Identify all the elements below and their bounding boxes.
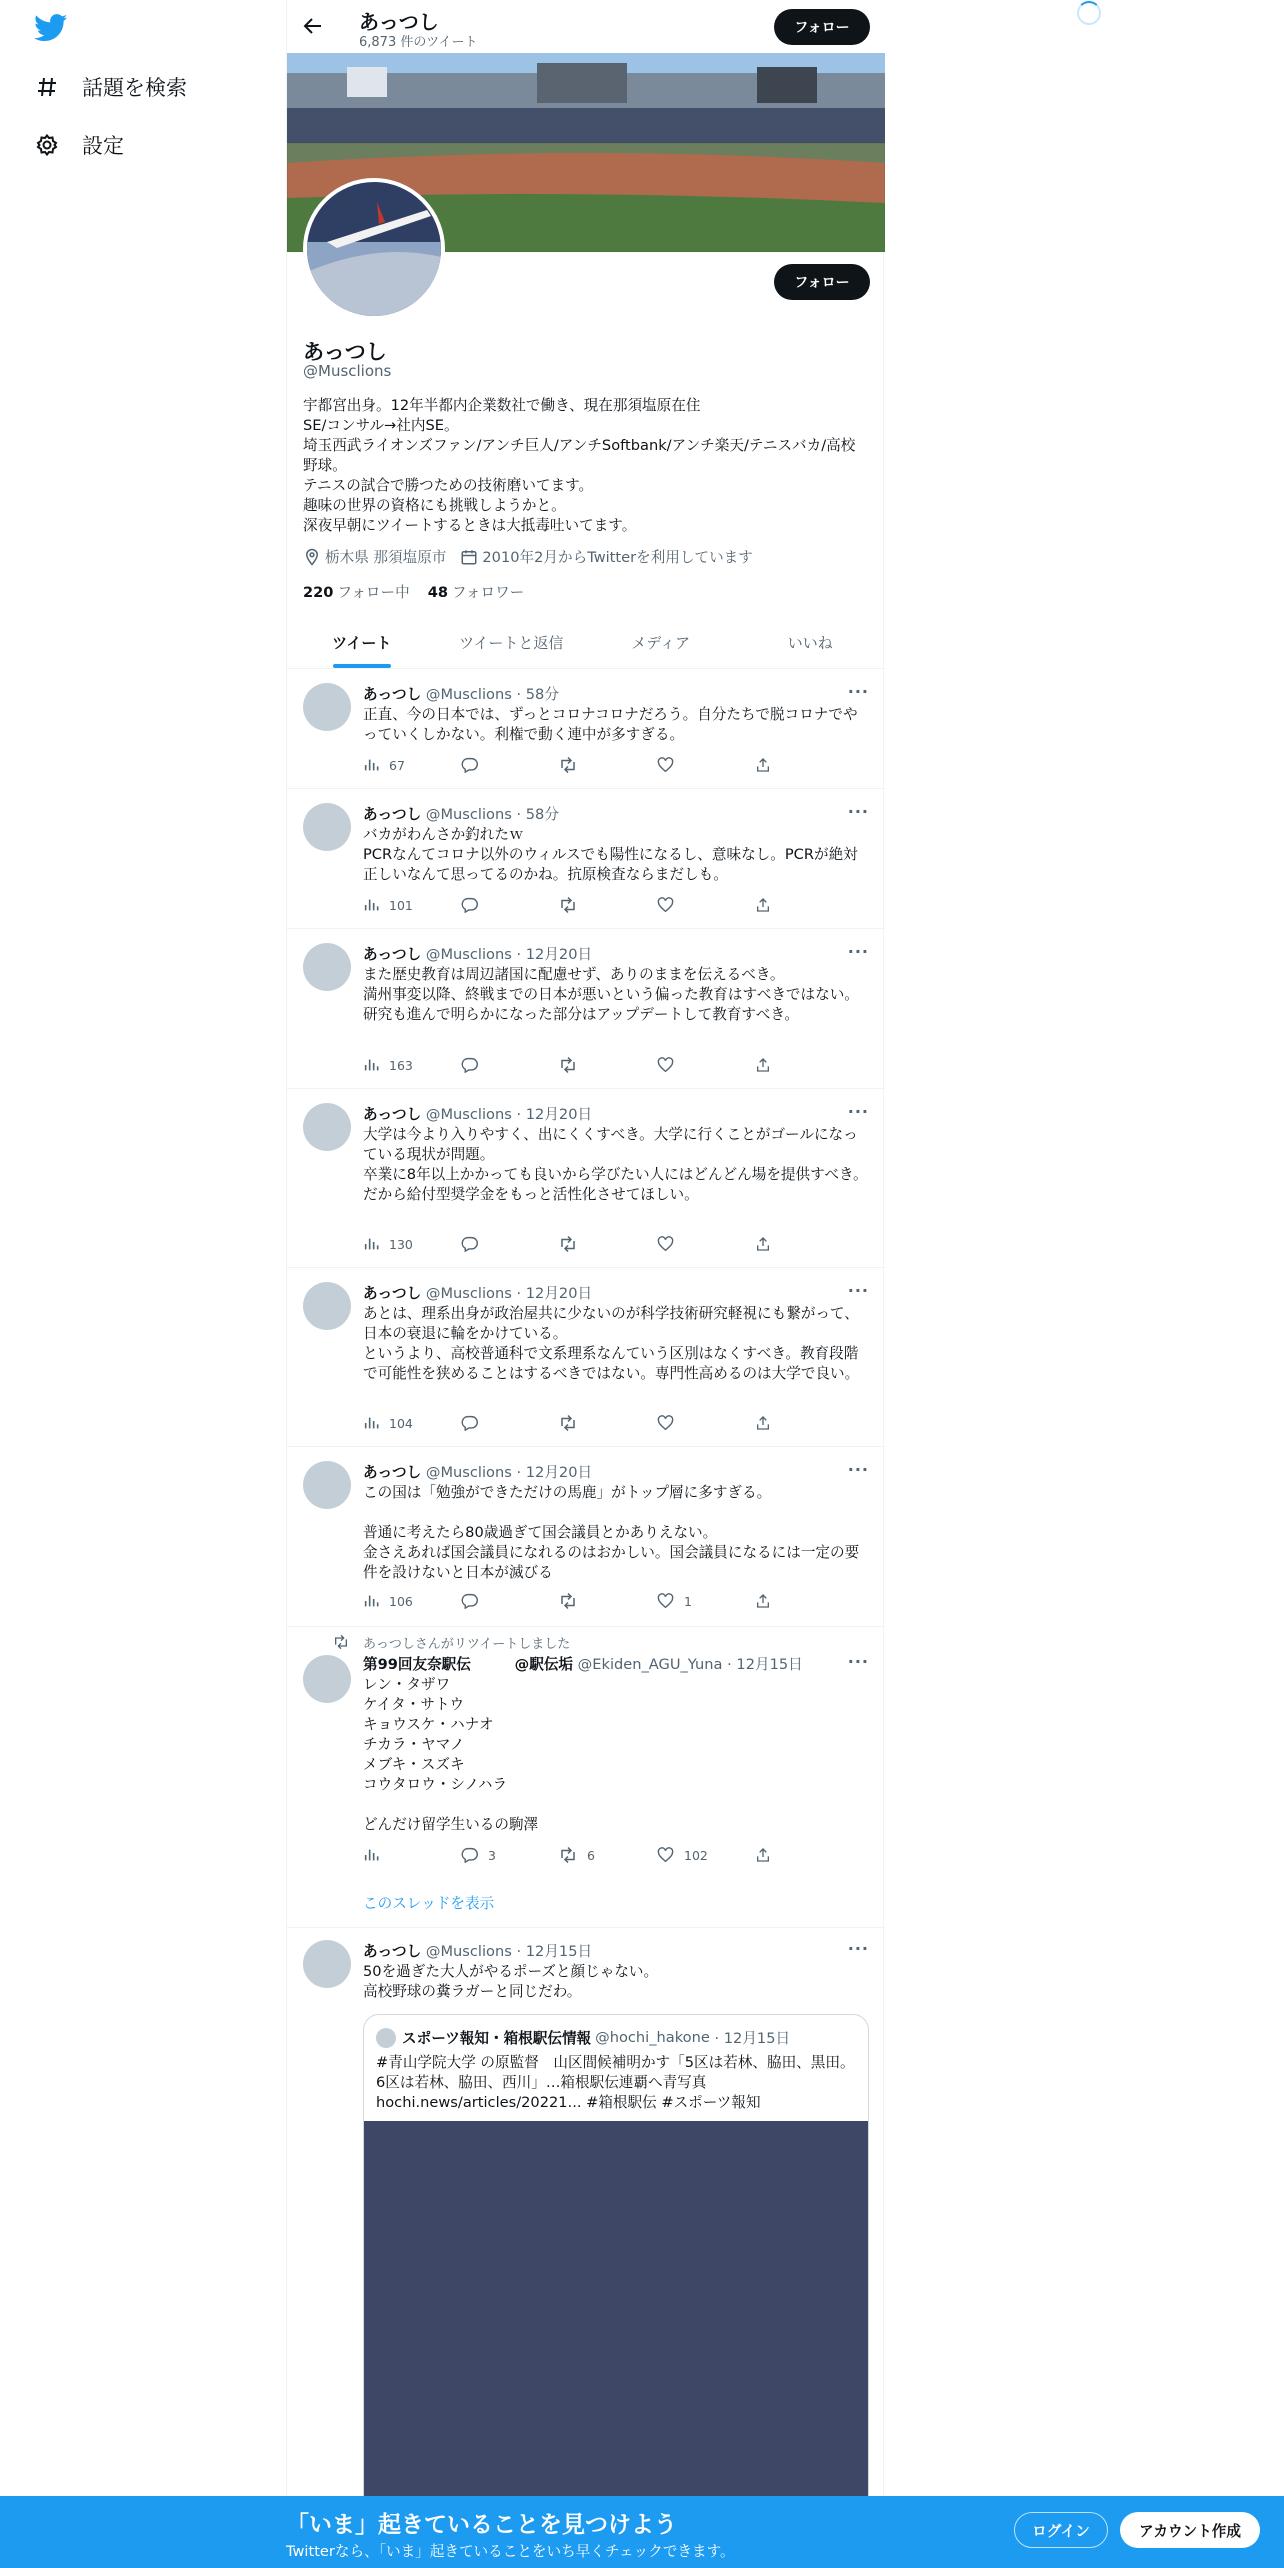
tweet[interactable] (287, 789, 885, 929)
signup-banner (0, 2496, 1284, 2568)
tweet-header: あっつし @Musclions · 12月20日 (363, 1285, 593, 1302)
tweet-header: 第99回友奈駅伝 @駅伝垢 @Ekiden_AGU_Yuna · 12月15日 (363, 1656, 803, 1673)
share-icon (755, 1415, 781, 1431)
views-count: 106 (389, 1593, 413, 1609)
reply-icon (461, 1236, 488, 1252)
profile-meta (303, 546, 767, 567)
replie-button[interactable] (461, 1593, 488, 1609)
views-icon (363, 1847, 389, 1863)
more-options-icon[interactable]: ··· (847, 682, 869, 701)
tweet-actions (363, 1057, 843, 1077)
profile-tabs (287, 616, 885, 669)
followers-link[interactable]: 48 フォロワー (427, 584, 525, 601)
replies-count: 3 (488, 1847, 496, 1863)
views-icon (363, 1236, 389, 1252)
like-button[interactable] (657, 1415, 684, 1431)
retweet-button[interactable] (559, 1236, 587, 1252)
reply-icon (461, 1415, 488, 1431)
tweet-avatar[interactable] (303, 1461, 351, 1509)
tweet-avatar[interactable] (303, 1103, 351, 1151)
profile-joined (460, 546, 752, 567)
back-arrow-icon[interactable] (301, 14, 325, 38)
replie-button[interactable] (461, 1236, 488, 1252)
like-icon (657, 1415, 684, 1431)
tweet-header: あっつし @Musclions · 58分 (363, 806, 559, 823)
header-name: あっつし (359, 10, 439, 34)
tweet-actions (363, 1236, 843, 1256)
loading-spinner-icon (1077, 1, 1101, 25)
tweet-avatar[interactable] (303, 1655, 351, 1703)
like-icon (657, 757, 684, 773)
share-button[interactable] (755, 1847, 781, 1863)
like-icon (657, 1593, 684, 1609)
signup-banner-title: 「いま」起きていることを見つけよう (286, 2512, 677, 2538)
views-count: 67 (389, 757, 405, 773)
twitter-bird-icon[interactable] (34, 14, 68, 42)
tweet-avatar[interactable] (303, 1940, 351, 1988)
tab-likes[interactable]: いいね (787, 633, 833, 652)
like-button[interactable] (657, 757, 684, 773)
more-options-icon[interactable]: ··· (847, 942, 869, 961)
top-bar (287, 0, 885, 53)
view-button[interactable] (363, 757, 405, 773)
more-options-icon[interactable]: ··· (847, 1460, 869, 1479)
tweet-avatar[interactable] (303, 803, 351, 851)
likes-count: 1 (684, 1593, 692, 1609)
tweet-header: あっつし @Musclions · 12月20日 (363, 1464, 593, 1481)
tweet-header: あっつし @Musclions · 12月15日 (363, 1943, 593, 1960)
reply-icon (461, 1847, 488, 1863)
retweet-button[interactable] (559, 897, 587, 913)
gear-icon (34, 132, 60, 158)
share-icon (755, 1236, 781, 1252)
tweet-avatar[interactable] (303, 1282, 351, 1330)
retweet-button[interactable] (559, 757, 587, 773)
profile-avatar[interactable] (303, 178, 445, 320)
views-icon (363, 1415, 389, 1431)
view-button[interactable] (363, 1415, 413, 1431)
views-count: 101 (389, 897, 413, 913)
tweet-header: あっつし @Musclions · 58分 (363, 686, 559, 703)
view-button[interactable] (363, 1847, 389, 1863)
reply-icon (461, 757, 488, 773)
quoted-tweet[interactable] (363, 2014, 869, 2568)
tab-tweets[interactable]: ツイート (287, 616, 437, 668)
replie-button[interactable] (461, 1847, 496, 1863)
profile-location (303, 546, 446, 567)
tweet-actions (363, 897, 843, 917)
retweet-label[interactable]: あっつしさんがリツイートしました (363, 1637, 571, 1652)
share-icon (755, 757, 781, 773)
quoted-avatar (376, 2028, 396, 2048)
tweet-actions (363, 1593, 843, 1613)
tweet[interactable] (287, 1268, 885, 1447)
profile-stats (303, 581, 542, 602)
share-button[interactable] (755, 1415, 781, 1431)
tweet-header: あっつし @Musclions · 12月20日 (363, 946, 593, 963)
like-icon (657, 1236, 684, 1252)
tweet-avatar[interactable] (303, 943, 351, 991)
retweet-icon (333, 1635, 349, 1649)
reply-icon (461, 1057, 488, 1073)
profile-joined-text: 2010年2月からTwitterを利用しています (482, 549, 753, 566)
views-icon (363, 757, 389, 773)
replie-button[interactable] (461, 897, 488, 913)
profile-column (286, 0, 884, 2568)
hashtag-icon (34, 74, 60, 100)
retweet-button[interactable] (559, 1847, 595, 1863)
replie-button[interactable] (461, 1057, 488, 1073)
more-options-icon[interactable]: ··· (847, 1939, 869, 1958)
share-button[interactable] (755, 1236, 781, 1252)
like-icon (657, 1057, 684, 1073)
share-icon (755, 1057, 781, 1073)
view-button[interactable] (363, 897, 413, 913)
retweets-count: 6 (587, 1847, 595, 1863)
tweet-text: 正直、今の日本では、ずっとコロナコロナだろう。自分たちで脱コロナでやっていくしかない。利権で動く連中が多すぎる。 (363, 706, 858, 743)
share-button[interactable] (755, 757, 781, 773)
show-thread-link[interactable]: このスレッドを表示 (363, 1895, 495, 1912)
share-icon (755, 1593, 781, 1609)
like-button[interactable] (657, 1057, 684, 1073)
views-count: 130 (389, 1236, 413, 1252)
views-icon (363, 897, 389, 913)
profile-follow-button[interactable]: フォロー (774, 264, 870, 300)
view-button[interactable] (363, 1593, 413, 1609)
like-button[interactable] (657, 897, 684, 913)
view-button[interactable] (363, 1236, 413, 1252)
tweet-header: あっつし @Musclions · 12月20日 (363, 1106, 593, 1123)
signup-banner-subtitle: Twitterなら、「いま」起きていることをいち早くチェックできます。 (286, 2543, 735, 2560)
tweet-text: 大学は今より入りやすく、出にくくすべき。大学に行くことがゴールになっている現状が問題。 卒業に8年以上かかっても良いから学びたい人にはどんどん場を提供すべき。 だから給付型奨学金をもっと活性化させてほしい。 (363, 1126, 868, 1203)
nav-settings[interactable] (34, 125, 124, 165)
retweet-icon (559, 1415, 587, 1431)
like-button[interactable] (657, 1847, 708, 1863)
share-button[interactable] (755, 897, 781, 913)
nav-explore-label: 話題を検索 (82, 76, 187, 100)
tweet[interactable] (287, 669, 885, 789)
quoted-tweet-text: #青山学院大学 の原監督 山区間候補明かす「5区は若林、脇田、黒田。6区は若林、脇田、西川」…箱根駅伝連覇へ青写真 hochi.news/articles/20221... #箱根駅伝 #スポーツ報知 (376, 2054, 855, 2111)
profile-bio: 宇都宮出身。12年半都内企業数社で働き、現在那須塩原在住 SE/コンサル→社内SE。 埼玉西武ライオンズファン/アンチ巨人/アンチSoftbank/アンチ楽天/テニスバカ/高校野球。 テニスの試合で勝つための技術磨いてます。 趣味の世界の資格にも挑戦しようかと。 深夜早朝にツイートするときは大抵毒吐いてます。 (303, 397, 856, 534)
profile-name: あっつし (303, 340, 387, 364)
replie-button[interactable] (461, 757, 488, 773)
retweet-button[interactable] (559, 1057, 587, 1073)
share-button[interactable] (755, 1057, 781, 1073)
retweet-icon (559, 1847, 587, 1863)
header-follow-button[interactable]: フォロー (774, 9, 870, 45)
like-icon (657, 1847, 684, 1863)
retweet-button[interactable] (559, 1593, 587, 1609)
tweet-actions (363, 1847, 843, 1867)
calendar-icon (460, 548, 478, 566)
share-icon (755, 1847, 781, 1863)
tweet-text: レン・タザワ ケイタ・サトウ キョウスケ・ハナオ チカラ・ヤマノ メブキ・スズキ コウタロウ・シノハラ どんだけ留学生いるの駒澤 (363, 1676, 539, 1833)
like-button[interactable] (657, 1593, 692, 1609)
retweet-button[interactable] (559, 1415, 587, 1431)
signup-button[interactable]: アカウント作成 (1120, 2512, 1260, 2548)
retweet-icon (559, 1236, 587, 1252)
login-button[interactable]: ログイン (1014, 2512, 1108, 2548)
nav-explore[interactable] (34, 67, 187, 107)
profile-location-text: 栃木県 那須塩原市 (325, 549, 447, 566)
profile-handle: @Musclions (303, 362, 392, 380)
reply-icon (461, 1593, 488, 1609)
quoted-tweet-header: スポーツ報知・箱根駅伝情報 @hochi_hakone · 12月15日 (376, 2027, 790, 2048)
retweet-icon (559, 897, 587, 913)
tweet-with-quote[interactable] (287, 1928, 885, 2568)
more-options-icon[interactable]: ··· (847, 802, 869, 821)
tweet-avatar[interactable] (303, 683, 351, 731)
header-tweet-count: 6,873 件のツイート (359, 35, 478, 50)
share-button[interactable] (755, 1593, 781, 1609)
like-icon (657, 897, 684, 913)
retweet-icon (559, 1057, 587, 1073)
retweet-icon (559, 757, 587, 773)
views-icon (363, 1057, 389, 1073)
likes-count: 102 (684, 1847, 708, 1863)
tweet[interactable] (287, 1447, 885, 1627)
views-icon (363, 1593, 389, 1609)
tweet[interactable] (287, 1089, 885, 1268)
tweet-text: あとは、理系出身が政治屋共に少ないのが科学技術研究軽視にも繋がって、日本の衰退に輪をかけている。 というより、高校普通科で文系理系なんていう区別はなくすべき。教育段階で可能性を狭めることはするべきではない。専門性高めるのは大学で良い。 (363, 1305, 860, 1382)
tab-tweets-and-replies[interactable]: ツイートと返信 (459, 633, 564, 652)
tab-media[interactable]: メディア (631, 633, 691, 652)
nav-settings-label: 設定 (82, 134, 124, 158)
more-options-icon[interactable]: ··· (847, 1102, 869, 1121)
replie-button[interactable] (461, 1415, 488, 1431)
retweet-icon (559, 1593, 587, 1609)
tweet-text: 50を過ぎた大人がやるポーズと顔じゃない。 高校野球の糞ラガーと同じだわ。 (363, 1963, 659, 2000)
tweet-text: また歴史教育は周辺諸国に配慮せず、ありのままを伝えるべき。 満州事変以降、終戦までの日本が悪いという偏った教育はすべきではない。 研究も進んで明らかになった部分はアップデートして教育すべき。 (363, 966, 859, 1023)
location-pin-icon (303, 548, 321, 566)
reply-icon (461, 897, 488, 913)
like-button[interactable] (657, 1236, 684, 1252)
more-options-icon[interactable]: ··· (847, 1281, 869, 1300)
tweet-actions (363, 757, 843, 777)
tweet[interactable] (287, 929, 885, 1089)
views-count: 104 (389, 1415, 413, 1431)
tweet-text: この国は「勉強ができただけの馬鹿」がトップ層に多すぎる。 普通に考えたら80歳過ぎて国会議員とかありえない。 金さえあれば国会議員になれるのはおかしい。国会議員になるには一定の要件を設けないと日本が滅びる (363, 1484, 860, 1581)
tweet-actions (363, 1415, 843, 1435)
more-options-icon[interactable]: ··· (847, 1652, 869, 1671)
tweet-text: バカがわんさか釣れたｗ PCRなんてコロナ以外のウィルスでも陽性になるし、意味なし。PCRが絶対正しいなんて思ってるのかね。抗原検査ならまだしも。 (363, 826, 858, 883)
view-button[interactable] (363, 1057, 413, 1073)
retweet[interactable] (287, 1627, 885, 1928)
views-count: 163 (389, 1057, 413, 1073)
share-icon (755, 897, 781, 913)
following-link[interactable]: 220 フォロー中 (303, 584, 410, 601)
